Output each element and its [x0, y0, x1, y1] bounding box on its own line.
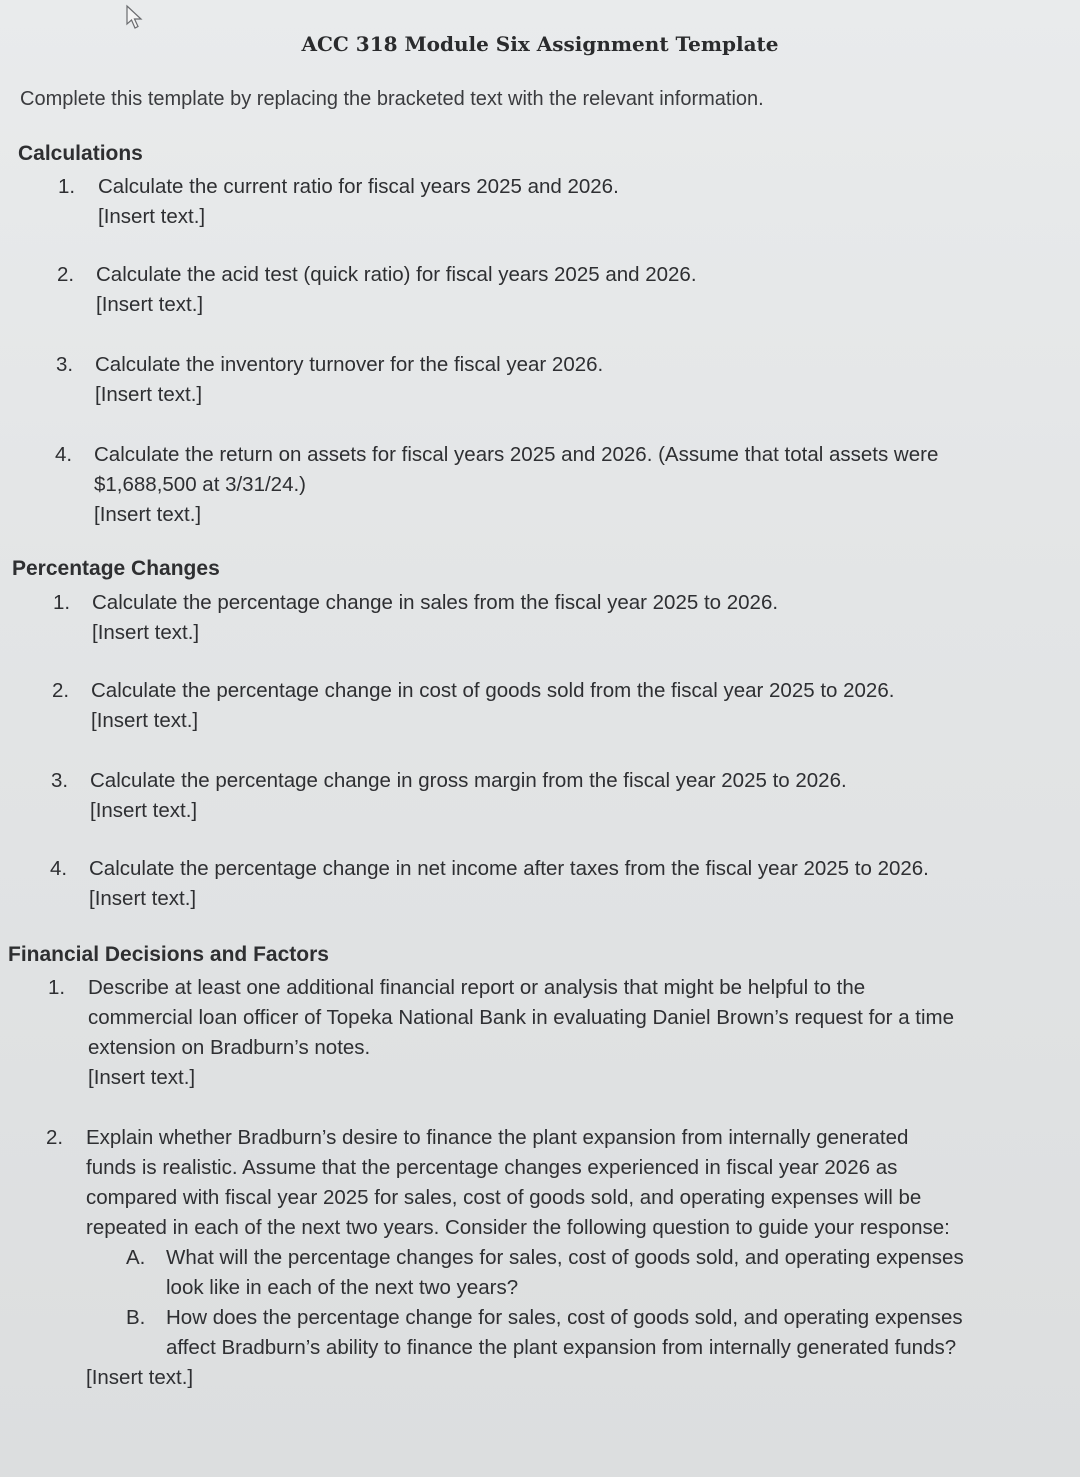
item-number: 1. — [48, 976, 66, 999]
sub-question-letter: B. — [126, 1306, 146, 1329]
item-number: 2. — [46, 1126, 64, 1149]
insert-text-placeholder: [Insert text.] — [90, 799, 198, 822]
item-text: repeated in each of the next two years. Consider the following question to guide your response: — [86, 1216, 950, 1239]
insert-text-placeholder: [Insert text.] — [92, 621, 200, 644]
item-number: 2. — [52, 679, 70, 702]
item-text: funds is realistic. Assume that the percentage changes experienced in fiscal year 2026 as — [86, 1156, 898, 1179]
sub-question-list — [126, 1243, 964, 1363]
item-number: 3. — [56, 353, 74, 376]
item-text: extension on Bradburn’s notes. — [88, 1036, 371, 1059]
item-number: 2. — [57, 263, 75, 286]
item-text: compared with fiscal year 2025 for sales, cost of goods sold, and operating expenses will be — [86, 1186, 922, 1209]
item-text: commercial loan officer of Topeka National Bank in evaluating Daniel Brown’s request for a time — [88, 1006, 955, 1029]
sub-question-b — [126, 1303, 964, 1363]
sub-question-text: How does the percentage change for sales, cost of goods sold, and operating expenses — [166, 1306, 963, 1329]
item-text: Calculate the percentage change in gross margin from the fiscal year 2025 to 2026. — [90, 769, 847, 792]
section-heading-percentage-changes: Percentage Changes — [12, 557, 220, 580]
item-text: $1,688,500 at 3/31/24.) — [94, 473, 307, 496]
insert-text-placeholder: [Insert text.] — [94, 503, 202, 526]
sub-question-text: What will the percentage changes for sales, cost of goods sold, and operating expenses — [166, 1246, 964, 1269]
item-number: 4. — [55, 443, 73, 466]
document-title: ACC 318 Module Six Assignment Template — [301, 32, 779, 56]
sub-question-text: look like in each of the next two years? — [166, 1276, 519, 1299]
item-text: Describe at least one additional financial report or analysis that might be helpful to the — [88, 976, 866, 999]
item-text: Calculate the percentage change in net income after taxes from the fiscal year 2025 to 2026. — [89, 857, 929, 880]
section-heading-financial-decisions: Financial Decisions and Factors — [8, 943, 329, 966]
item-text: Calculate the return on assets for fiscal years 2025 and 2026. (Assume that total assets were — [94, 443, 939, 466]
insert-text-placeholder: [Insert text.] — [95, 383, 203, 406]
insert-text-placeholder: [Insert text.] — [96, 293, 204, 316]
insert-text-placeholder: [Insert text.] — [86, 1366, 194, 1389]
insert-text-placeholder: [Insert text.] — [91, 709, 199, 732]
item-number: 3. — [51, 769, 69, 792]
mouse-cursor-icon — [124, 4, 146, 30]
item-text: Calculate the inventory turnover for the fiscal year 2026. — [95, 353, 604, 376]
item-text: Calculate the current ratio for fiscal years 2025 and 2026. — [98, 175, 619, 198]
item-number: 1. — [58, 175, 76, 198]
item-text: Calculate the percentage change in cost of goods sold from the fiscal year 2025 to 2026. — [91, 679, 895, 702]
item-text: Calculate the acid test (quick ratio) for fiscal years 2025 and 2026. — [96, 263, 697, 286]
item-text: Calculate the percentage change in sales from the fiscal year 2025 to 2026. — [92, 591, 779, 614]
sub-question-a — [126, 1243, 964, 1303]
sub-question-letter: A. — [126, 1246, 146, 1269]
section-heading-calculations: Calculations — [18, 142, 143, 165]
insert-text-placeholder: [Insert text.] — [98, 205, 206, 228]
item-text: Explain whether Bradburn’s desire to finance the plant expansion from internally generated — [86, 1126, 909, 1149]
item-number: 1. — [53, 591, 71, 614]
instructions-text: Complete this template by replacing the bracketed text with the relevant information. — [20, 88, 764, 110]
insert-text-placeholder: [Insert text.] — [89, 887, 197, 910]
sub-question-text: affect Bradburn’s ability to finance the plant expansion from internally generated funds? — [166, 1336, 957, 1359]
item-number: 4. — [50, 857, 68, 880]
insert-text-placeholder: [Insert text.] — [88, 1066, 196, 1089]
